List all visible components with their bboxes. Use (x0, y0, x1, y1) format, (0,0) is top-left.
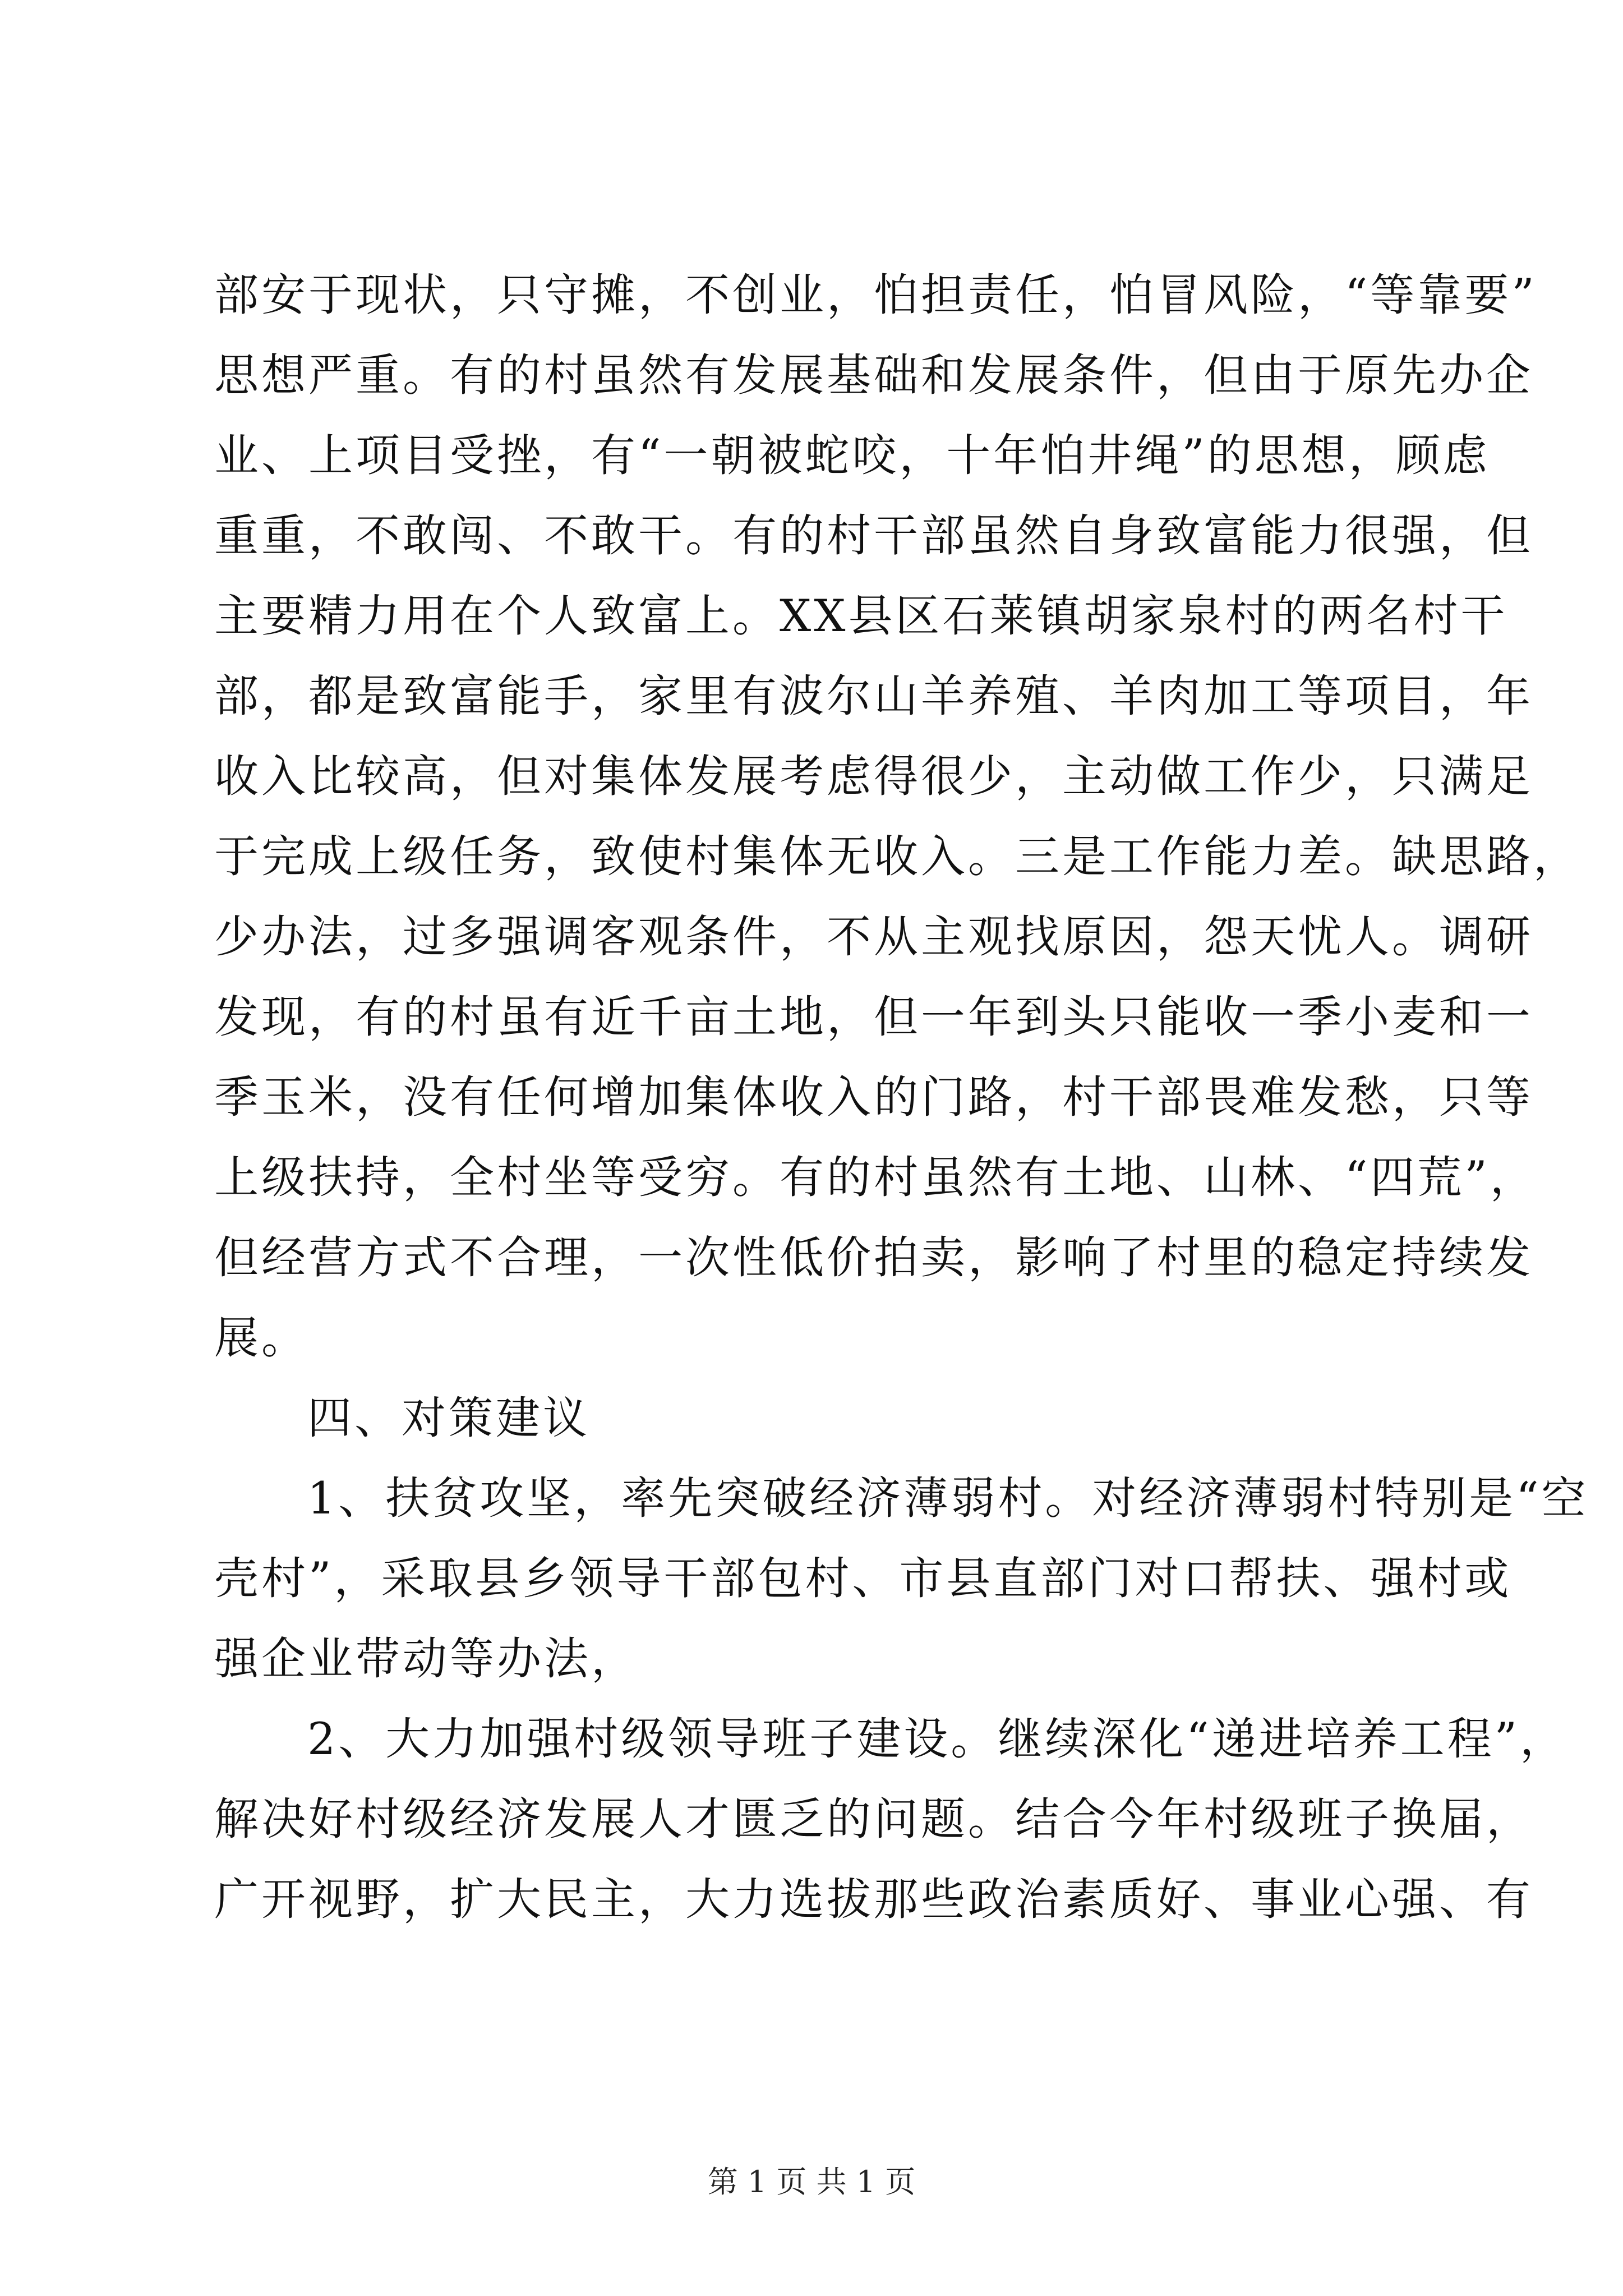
text-line: 收入比较高，但对集体发展考虑得很少，主动做工作少，只满足 (214, 751, 1533, 802)
paragraph-2-line: 2、大力加强村级领导班子建设。继续深化“递进培养工程”， (307, 1713, 1567, 1765)
text-line: 业、上项目受挫，有“一朝被蛇咬，十年怕井绳”的思想，顾虑 (214, 430, 1490, 481)
text-line: 主要精力用在个人致富上。XX县区石莱镇胡家泉村的两名村干 (214, 590, 1508, 642)
text-line: 但经营方式不合理，一次性低价拍卖，影响了村里的稳定持续发 (214, 1232, 1533, 1283)
text-line: 上级扶持，全村坐等受穷。有的村虽然有土地、山林、“四荒”， (214, 1152, 1537, 1203)
paragraph-2-line: 解决好村级经济发展人才匮乏的问题。结合今年村级班子换届， (214, 1793, 1533, 1845)
text-line: 部安于现状，只守摊，不创业，怕担责任，怕冒风险，“等靠要” (214, 269, 1537, 321)
text-line: 于完成上级任务，致使村集体无收入。三是工作能力差。缺思路， (214, 831, 1580, 882)
paragraph-1-line: 壳村”，采取县乡领导干部包村、市县直部门对口帮扶、强村或 (214, 1553, 1512, 1604)
page-footer: 第 1 页 共 1 页 (707, 2164, 916, 2200)
paragraph-1-line: 1、扶贫攻坚，率先突破经济薄弱村。对经济薄弱村特别是“空 (307, 1473, 1589, 1524)
text-line: 部，都是致富能手，家里有波尔山羊养殖、羊肉加工等项目，年 (214, 670, 1533, 722)
text-line: 展。 (214, 1312, 308, 1364)
document-body (214, 255, 1589, 1940)
paragraph-1-line: 强企业带动等办法， (214, 1633, 638, 1685)
text-line: 思想严重。有的村虽然有发展基础和发展条件，但由于原先办企 (214, 349, 1533, 401)
text-line: 季玉米，没有任何增加集体收入的门路，村干部畏难发愁，只等 (214, 1071, 1533, 1123)
text-line: 重重，不敢闯、不敢干。有的村干部虽然自身致富能力很强，但 (214, 510, 1533, 562)
section-heading: 四、对策建议 (307, 1392, 590, 1444)
paragraph-2-line: 广开视野，扩大民主，大力选拔那些政治素质好、事业心强、有 (214, 1874, 1533, 1925)
text-line: 少办法，过多强调客观条件，不从主观找原因，怨天忧人。调研 (214, 911, 1533, 963)
text-line: 发现，有的村虽有近千亩土地，但一年到头只能收一季小麦和一 (214, 991, 1533, 1043)
